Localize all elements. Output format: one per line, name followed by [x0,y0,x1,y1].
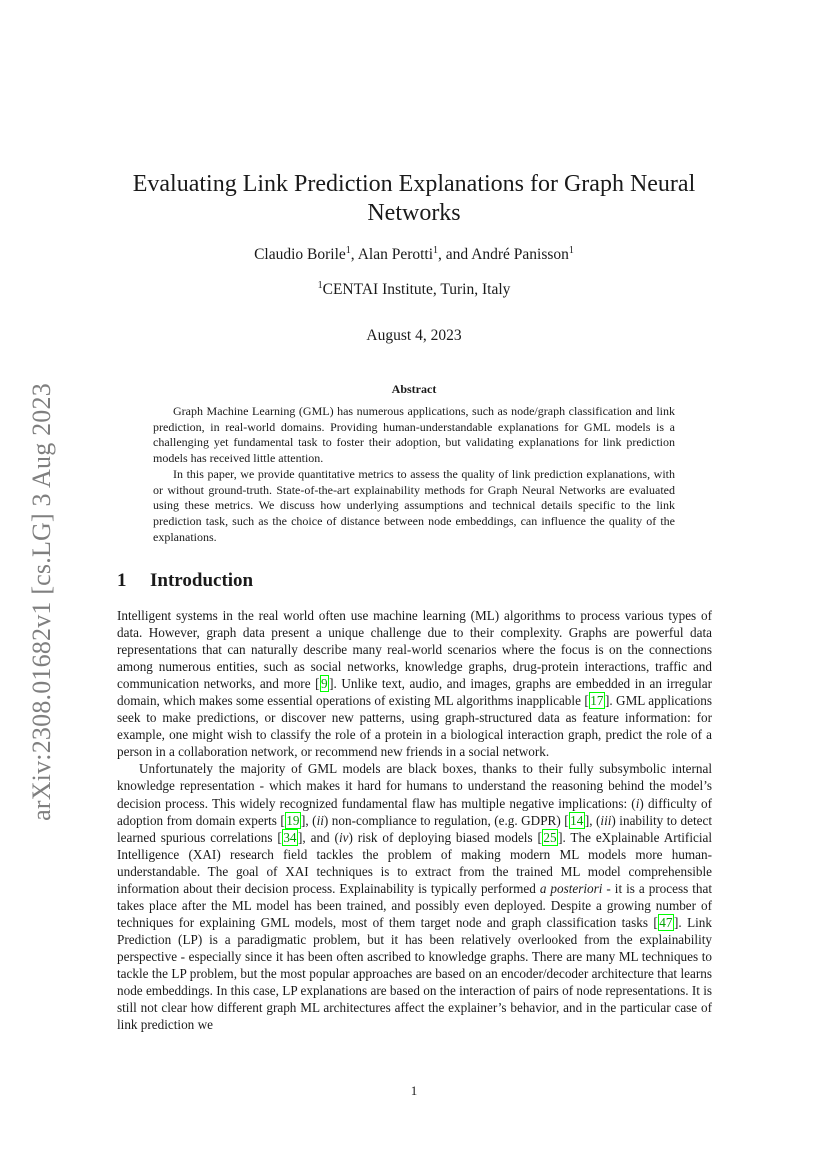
body-text: ) inability to detect learned spurious correlations [117,812,712,845]
section-title: Introduction [150,570,254,591]
section-number: 1 [117,570,127,591]
citation-number: 25 [543,829,557,845]
author-affiliation-mark: 1 [433,245,439,256]
roman-numeral: iv [338,829,349,845]
introduction-body [117,607,712,1033]
body-text: , ( [589,812,601,828]
author-name: André Panisson [471,246,569,263]
roman-numeral: i [635,795,640,811]
citation-number: 9 [321,676,328,692]
body-text: . Unlike text, audio, and images, graphs are embedded in an irregular domain, which makes some essential operations of existing ML algorithms inapplicable [117,676,712,709]
citation-link[interactable] [542,829,558,846]
body-text: Unfortunately the majority of GML models are black boxes, thanks to their fully subsymbolic internal knowledge representation - which makes it hard for humans to understand the reasoning behind the model’s decision process. This widely recognized fundamental flaw has multiple negative implications: ( [117,761,712,811]
page-number: 1 [410,1083,418,1098]
affiliation-mark: 1 [317,280,323,291]
body-text: . GML applications seek to make predictions, or discover new patterns, using graph-structured data as feature information: for example, one might wish to classify the role of a protein in a biological interaction graph, predict the role of a person in a collaboration network, or recommend new friends in a social network. [117,693,712,760]
body-text: ) risk of deploying biased models [348,829,538,845]
section-heading [117,570,253,592]
citation-number: 34 [283,829,297,845]
paper-title: Evaluating Link Prediction Explanations for Graph Neural Networks [132,171,696,226]
emphasis-text: a posteriori [539,880,603,896]
citation-link[interactable] [658,914,674,931]
affiliation-text: CENTAI Institute, Turin, Italy [322,281,511,298]
abstract-body [153,404,675,545]
citation-link[interactable] [589,692,605,709]
citation-link[interactable] [282,829,298,846]
roman-numeral: ii [316,812,324,828]
arxiv-side-stamp [22,362,62,842]
body-text: , ( [305,812,317,828]
abstract-heading: Abstract [391,382,437,396]
affiliation [100,281,728,299]
citation-number: 47 [659,914,673,930]
body-text: , and ( [302,829,339,845]
citation-link[interactable] [569,812,585,829]
abstract-paragraph: In this paper, we provide quantitative metrics to assess the quality of link prediction explanations, with or without ground-truth. State-of-the-art explainability methods for Graph Neural Networks are evaluated using these metrics. We discuss how underlying assumptions and technical details specific to the link prediction task, such as the choice of distance between node embeddings, can influence the quality of the explanations. [153,466,675,544]
author-affiliation-mark: 1 [568,245,574,256]
arxiv-identifier: arXiv:2308.01682v1 [cs.LG] 3 Aug 2023 [27,383,57,821]
author-name: Claudio Borile [254,246,346,263]
citation-number: 14 [570,812,584,828]
author-separator: , [350,246,358,263]
author-name: Alan Perotti [357,246,434,263]
citation-link[interactable] [320,675,330,692]
body-text: Intelligent systems in the real world often use machine learning (ML) algorithms to process various types of data. However, graph data present a unique challenge due to their complexity. Graphs are powerful data representations that can naturally describe many real-world scenarios where the focus is on the connections among numerous entities, such as social networks, knowledge graphs, drug-protein interactions, traffic and communication networks, and more [117,608,712,692]
roman-numeral: iii [600,812,612,828]
body-paragraph: Intelligent systems in the real world often use machine learning (ML) algorithms to process various types of data. However, graph data present a unique challenge due to their complexity. Graphs are powerful data representations that can naturally describe many real-world scenarios where the focus is on the connections among numerous entities, such as social networks, knowledge graphs, drug-protein interactions, traffic and communication networks, and more [ 9 ]. Unlike text, audio, and images, graphs are embedded in an irregular domain, which makes some essential operations of existing ML algorithms inapplicable [ 17 ]. GML applications seek to make predictions, or discover new patterns, using graph-structured data as feature information: for example, one might wish to classify the role of a protein in a biological interaction graph, predict the role of a person in a collaboration network, or recommend new friends in a social network. [117,608,712,760]
body-text: - it is a process that takes place after the ML model has been trained, and possibly even deployed. Despite a growing number of techniques for explaining GML models, most of them target node and graph classification tasks [117,880,712,930]
author-affiliation-mark: 1 [345,245,351,256]
citation-number: 19 [286,812,300,828]
body-text: ) difficulty of adoption from domain experts [117,795,712,828]
citation-link[interactable] [285,812,301,829]
body-text: ) non-compliance to regulation, (e.g. GDPR) [323,812,565,828]
publication-date: August 4, 2023 [366,327,462,344]
author-separator: , and [438,246,472,263]
author-list [100,246,728,264]
body-text: . The eXplainable Artificial Intelligence (XAI) research field tackles the problem of making modern ML models more human-understandable. The goal of XAI techniques is to extract from the trained ML model comprehensible information about their decision process. Explainability is typically performed [117,829,713,896]
citation-number: 17 [590,693,604,709]
body-text: . Link Prediction (LP) is a paradigmatic problem, but it has been relatively overlooked from the explainability perspective - especially since it has been often ascribed to knowledge graphs. There are many ML techniques to tackle the LP problem, but the most popular approaches are based on an encoder/decoder architecture that learns node embeddings. In this case, LP explanations are based on the interaction of pairs of node representations. It is still not clear how different graph ML architectures affect the explainer’s behavior, and in the particular case of link prediction we [117,914,712,1033]
body-paragraph: Unfortunately the majority of GML models are black boxes, thanks to their fully subsymbolic internal knowledge representation - which makes it hard for humans to understand the reasoning behind the model’s decision process. This widely recognized fundamental flaw has multiple negative implications: (i) difficulty of adoption from domain experts [ 19 ], (ii) non-compliance to regulation, (e.g. GDPR) [ 14 ], (iii) inability to detect learned spurious correlations [ 34 ], and (iv) risk of deploying biased models [ 25 ]. The eXplainable Artificial Intelligence (XAI) research field tackles the problem of making modern ML models more human-understandable. The goal of XAI techniques is to extract from the trained ML model comprehensible information about their decision process. Explainability is typically performed a posteriori - it is a process that takes place after the ML model has been trained, and possibly even deployed. Despite a growing number of techniques for explaining GML models, most of them target node and graph classification tasks [ 47 ]. Link Prediction (LP) is a paradigmatic problem, but it has been relatively overlooked from the explainability perspective - especially since it has been often ascribed to knowledge graphs. There are many ML techniques to tackle the LP problem, but the most popular approaches are based on an encoder/decoder architecture that learns node embeddings. In this case, LP explanations are based on the interaction of pairs of node representations. It is still not clear how different graph ML architectures affect the explainer’s behavior, and in the particular case of link prediction we [117,761,713,1033]
abstract-paragraph: Graph Machine Learning (GML) has numerous applications, such as node/graph classification and link prediction, in real-world domains. Providing human-understandable explanations for GML models is a challenging yet fundamental task to foster their adoption, but validating explanations for link prediction models has received little attention. [153,404,675,466]
